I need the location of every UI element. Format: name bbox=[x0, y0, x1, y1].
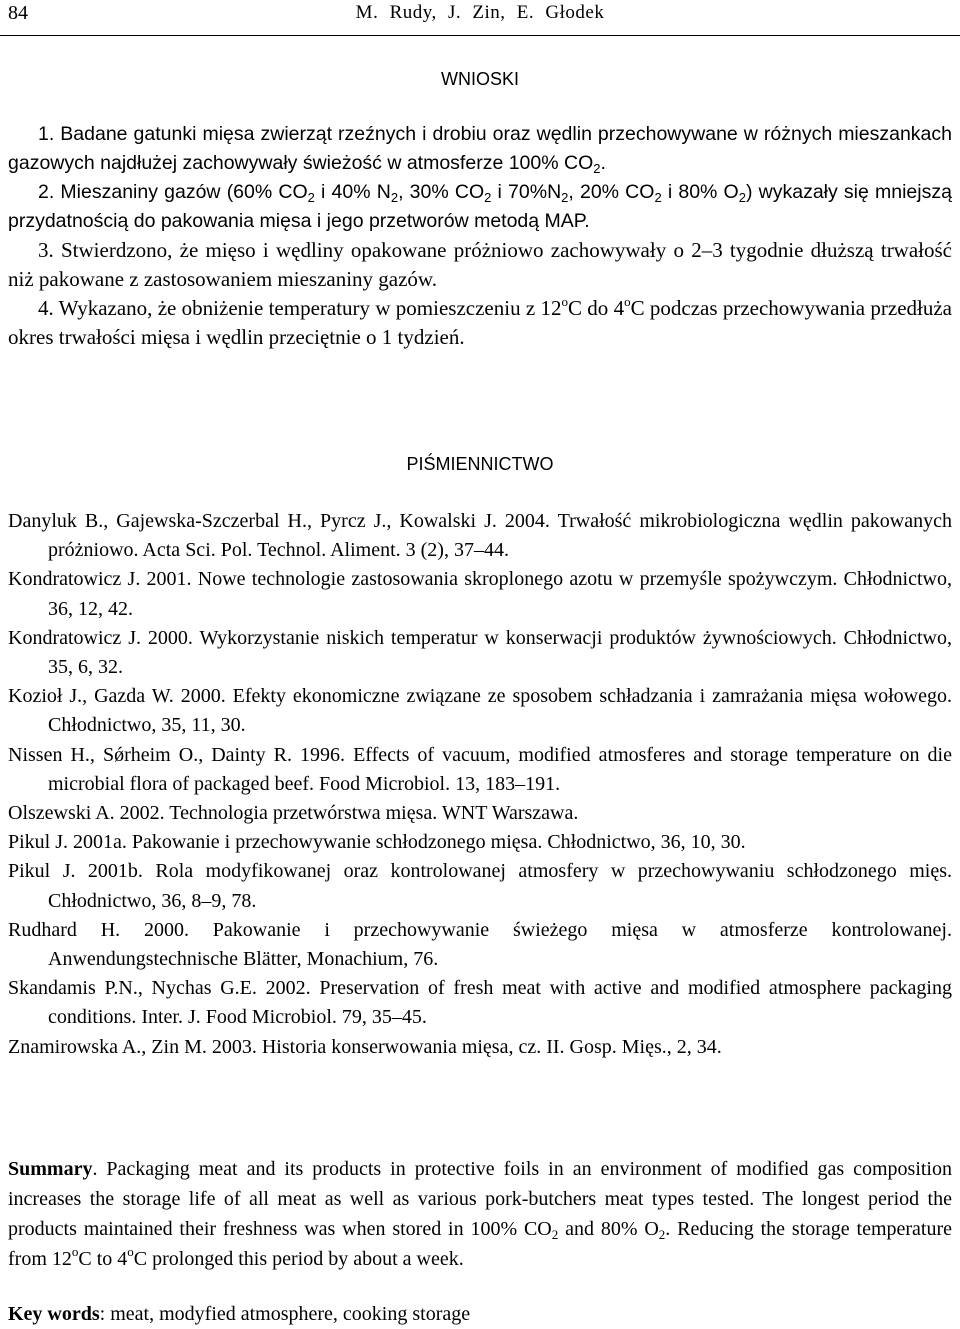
running-title-authors: M. Rudy, J. Zin, E. Głodek bbox=[355, 2, 605, 23]
summary-paragraph: Summary. Packaging meat and its products in protective foils in an environment of modified gas composition increases the storage life of all meat as well as various pork-butchers meat types tested. The longest period the products maintained their freshness was when stored in 100% $CO_2$ and 80% $O_2$. Reducing the storage temperature from 12$^o$C to 4$^o$C prolonged this period by about a week. bbox=[8, 1158, 953, 1270]
reference-item: Danyluk B., Gajewska-Szczerbal H., Pyrcz J., Kowalski J. 2004. Trwałość mikrobiologiczna wędlin pakowanych próżniowo. Acta Sci. Pol. Technol. Aliment. 3 (2), 37–44. bbox=[8, 510, 952, 562]
reference-item: Kozioł J., Gazda W. 2000. Efekty ekonomiczne związane ze sposobem schładzania i zamrażania mięsa wołowego. Chłodnictwo, 35, 11, 30. bbox=[8, 685, 952, 737]
keywords-line: Key words: meat, modyfied atmosphere, cooking storage bbox=[8, 1303, 471, 1325]
reference-item: Pikul J. 2001b. Rola modyfikowanej oraz kontrolowanej atmosfery w przechowywaniu schłodzonego mięs. Chłodnictwo, 36, 8–9, 78. bbox=[8, 860, 952, 912]
conclusions-list bbox=[8, 120, 952, 352]
conclusion-2: 2. Mieszaniny gazów (60% $CO_2$ i 40% $N_2$, 30% $CO_2$ i $70\%N_2$, 20% $CO_2$ i 80% $O_2$) wykazały się mniejszą przydatnością do pakowania mięsa i jego przetworów metodą MAP. bbox=[8, 181, 952, 232]
conclusion-1: 1. Badane gatunki mięsa zwierząt rzeźnych i drobiu oraz wędlin przechowywane w różnych mieszankach gazowych najdłużej zachowywały świeżość w atmosferze 100% $CO_2$. bbox=[8, 123, 952, 176]
reference-item: Kondratowicz J. 2000. Wykorzystanie niskich temperatur w konserwacji produktów żywnościowych. Chłodnictwo, 35, 6, 32. bbox=[8, 626, 952, 679]
literature-heading: PIŚMIENNICTWO bbox=[406, 454, 554, 474]
reference-item: Skandamis P.N., Nychas G.E. 2002. Preservation of fresh meat with active and modified atmosphere packaging conditions. Inter. J. Food Microbiol. 79, 35–45. bbox=[8, 977, 952, 1029]
reference-item: Kondratowicz J. 2001. Nowe technologie zastosowania skroplonego azotu w przemyśle spożywczym. Chłodnictwo, 36, 12, 42. bbox=[8, 568, 952, 620]
reference-item: Pikul J. 2001a. Pakowanie i przechowywanie schłodzonego mięsa. Chłodnictwo, 36, 10, 30. bbox=[8, 831, 746, 854]
page-number: 84 bbox=[8, 2, 28, 24]
reference-item: Olszewski A. 2002. Technologia przetwórstwa mięsa. WNT Warszawa. bbox=[8, 802, 579, 825]
reference-item: Rudhard H. 2000. Pakowanie i przechowywanie świeżego mięsa w atmosferze kontrolowanej. Anwendungstechnische Blätter, Monachium, 76. bbox=[8, 918, 952, 971]
reference-item: Nissen H., Sǿrheim O., Dainty R. 1996. Effects of vacuum, modified atmosferes and storage temperature on die microbial flora of packaged beef. Food Microbiol. 13, 183–191. bbox=[8, 743, 952, 795]
reference-list bbox=[8, 507, 952, 1062]
keywords-label: Key words bbox=[8, 1303, 100, 1325]
conclusion-4: 4. Wykazano, że obniżenie temperatury w pomieszczeniu z 12$^o$C do 4$^o$C podczas przechowywania przedłuża okres trwałości mięsa i wędlin przeciętnie o 1 tydzień. bbox=[8, 294, 953, 349]
conclusion-3: 3. Stwierdzono, że mięso i wędliny opakowane próżniowo zachowywały o 2–3 tygodnie dłuższą trwałość niż pakowane z zastosowaniem mieszaniny gazów. bbox=[8, 238, 952, 291]
reference-item: Znamirowska A., Zin M. 2003. Historia konserwowania mięsa, cz. II. Gosp. Mięs., 2, 34. bbox=[8, 1035, 722, 1058]
summary-label: Summary bbox=[8, 1158, 93, 1180]
running-header bbox=[0, 0, 960, 30]
conclusions-heading: WNIOSKI bbox=[440, 69, 519, 89]
header-rule bbox=[0, 35, 960, 36]
